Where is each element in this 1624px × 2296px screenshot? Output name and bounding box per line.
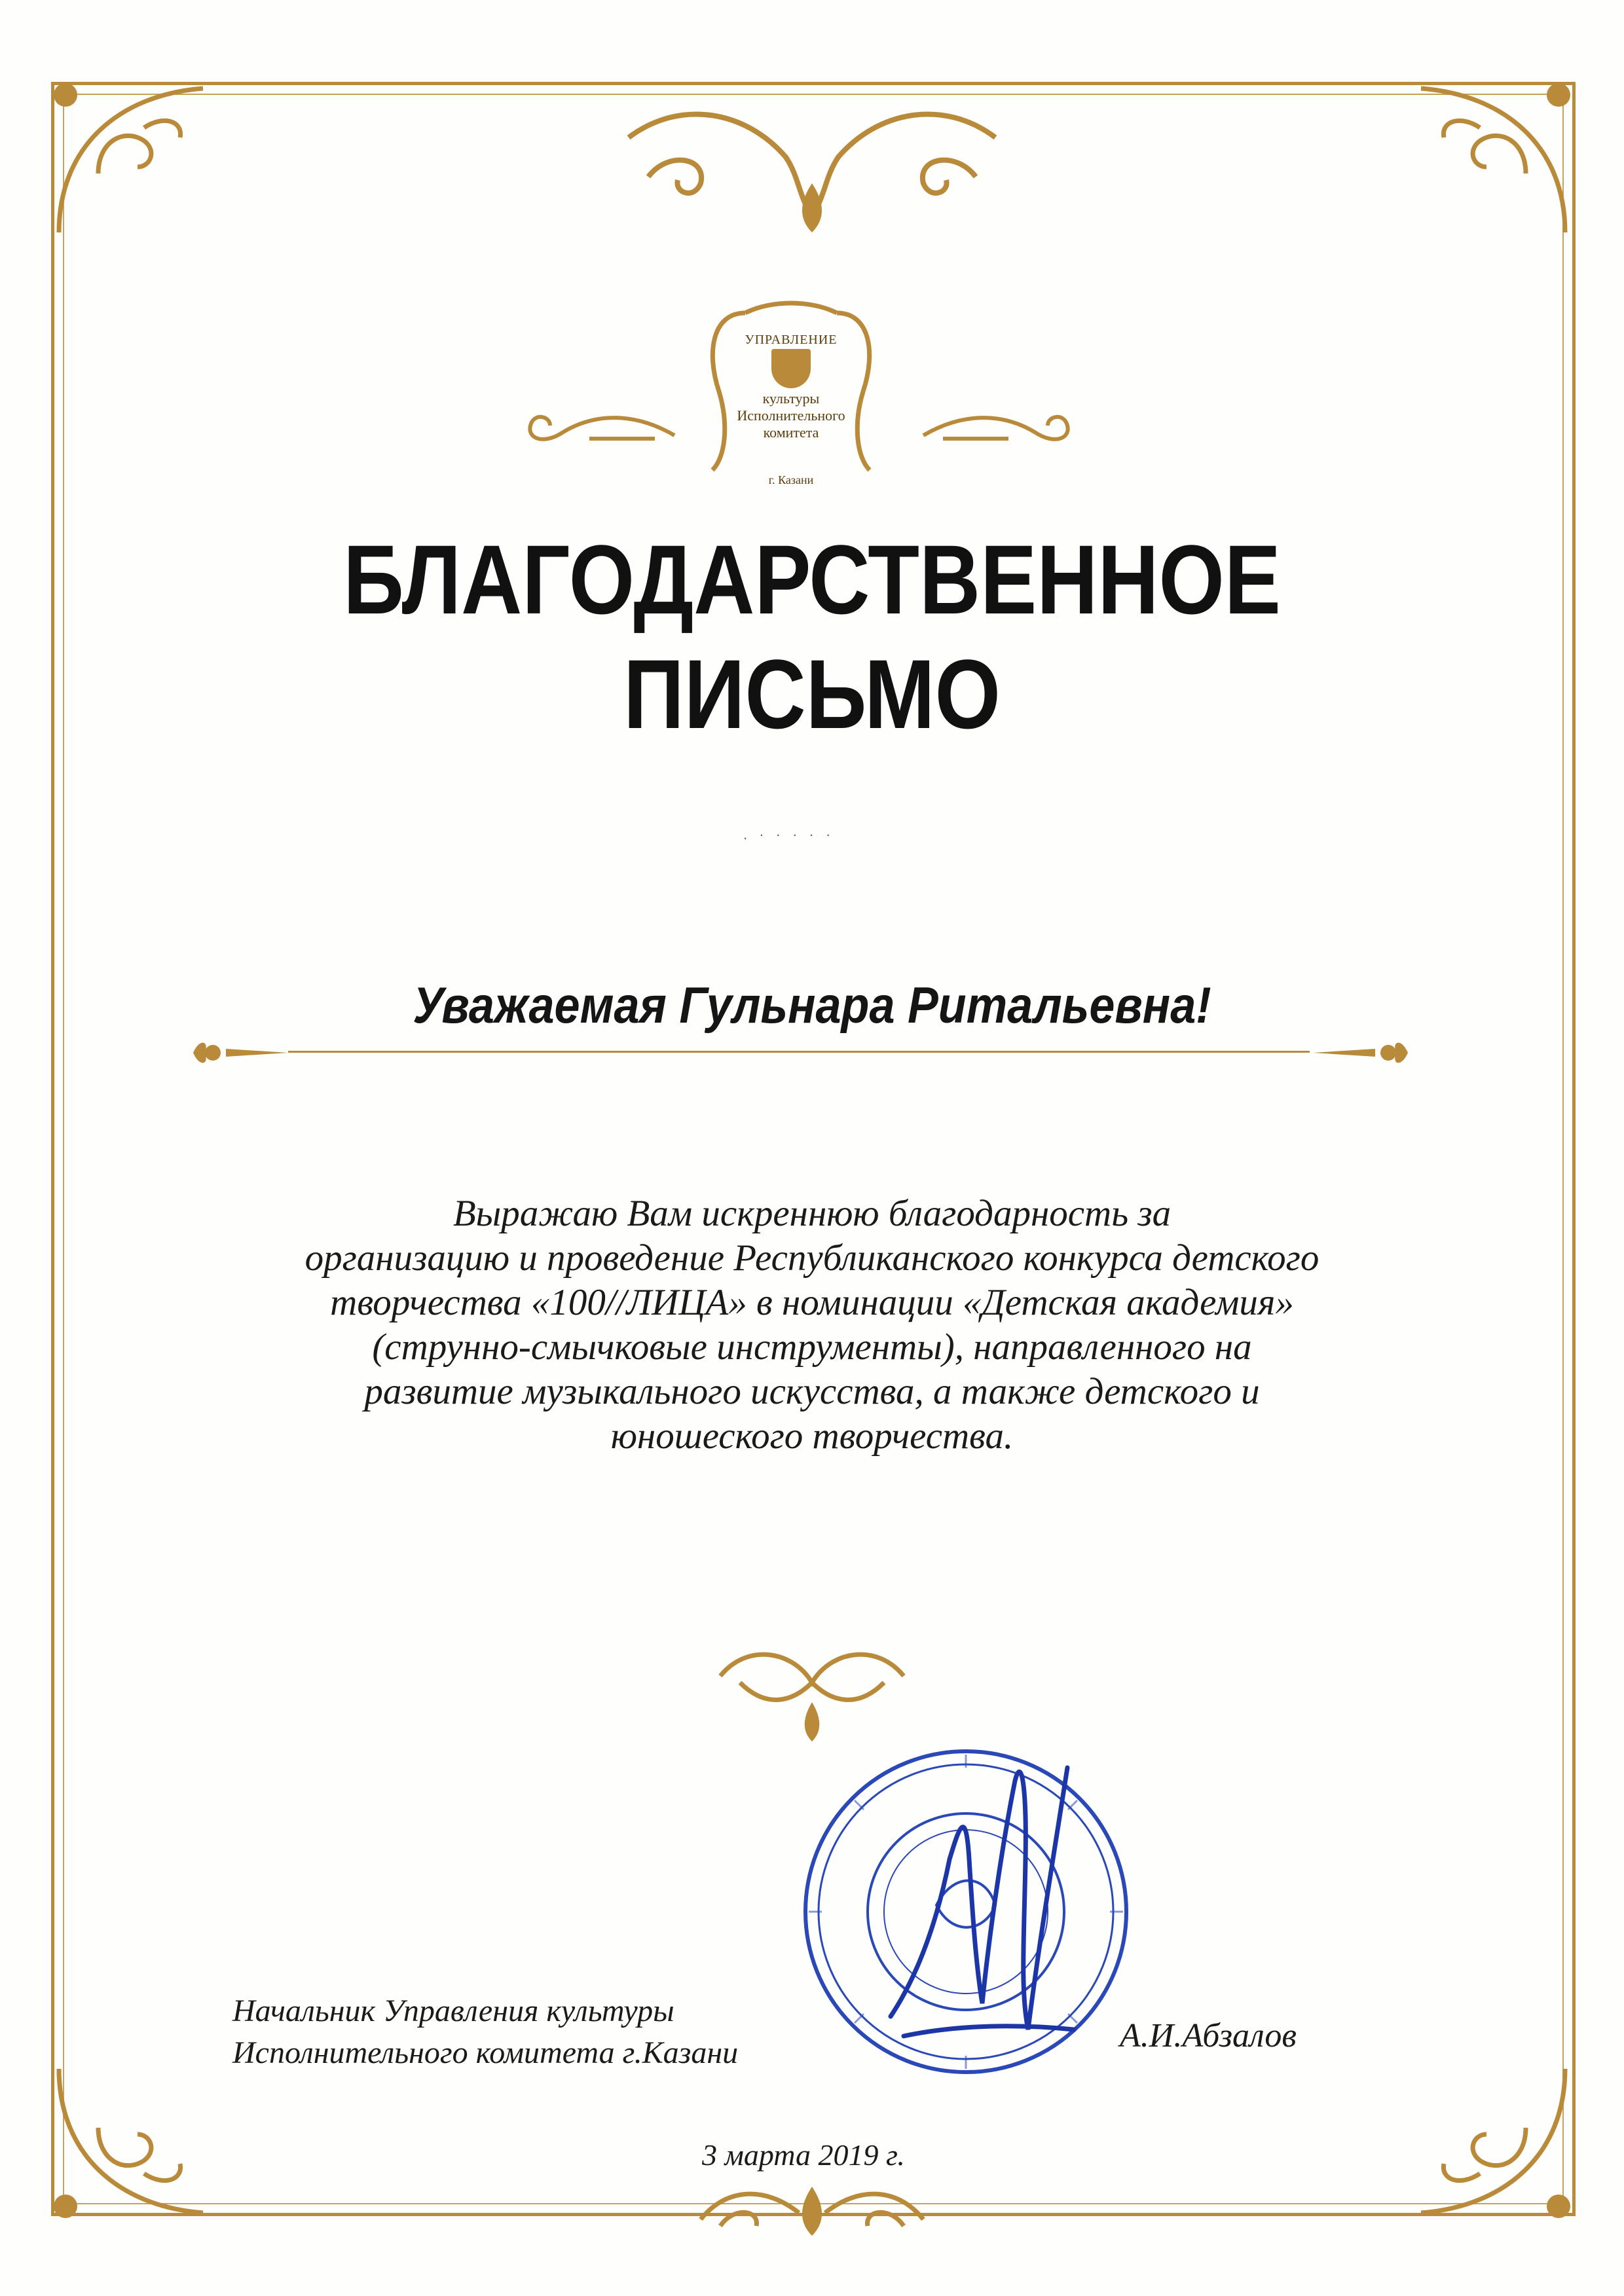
salutation-flourish-left (187, 1034, 291, 1074)
body-line: (струнно-смычковые инструменты), направленного на (372, 1326, 1252, 1368)
body-line: юношеского творчества. (610, 1415, 1014, 1457)
salutation-flourish-right (1310, 1034, 1414, 1074)
body-line: Выражаю Вам искреннюю благодарность за (452, 1193, 1172, 1234)
corner-ornament-top-right (1388, 69, 1585, 265)
signer-position-line: Начальник Управления культуры (232, 1994, 674, 2028)
handwritten-signature (877, 1728, 1087, 2095)
body-line: творчества «100//ЛИЦА» в номинации «Детская академия» (330, 1282, 1294, 1323)
document-title-line-1: БЛАГОДАРСТВЕННОЕ (343, 524, 1281, 634)
logo-line: культуры (762, 390, 820, 407)
faint-dots-decoration: . · · · · · (743, 826, 835, 843)
signer-position (232, 1990, 738, 2074)
top-flourish-ornament (602, 85, 1022, 236)
body-line: развитие музыкального искусства, а также детского и (364, 1371, 1260, 1412)
logo-flourish-left (511, 399, 681, 458)
logo-middle-text (699, 390, 883, 441)
document-title-line-2: ПИСЬМО (623, 639, 1001, 749)
logo-top-text: УПРАВЛЕНИЕ (745, 333, 838, 347)
logo-flourish-right (917, 399, 1087, 458)
document-date: 3 марта 2019 г. (702, 2138, 905, 2172)
corner-ornament-bottom-right (1388, 2036, 1585, 2232)
signer-position-line: Исполнительного комитета г.Казани (232, 2035, 739, 2070)
body-line: организацию и проведение Республиканского конкурса детского (304, 1237, 1320, 1279)
letter-body (170, 1192, 1454, 1459)
bottom-flourish-ornament (688, 2160, 936, 2246)
logo-line: Исполнительного (737, 407, 845, 424)
signer-name: А.И.Абзалов (1120, 2017, 1297, 2054)
corner-ornament-bottom-left (39, 2036, 236, 2232)
salutation: Уважаемая Гульнара Ритальевна! (413, 976, 1211, 1034)
coat-of-arms-icon (771, 349, 811, 388)
logo-bottom-text: г. Казани (768, 473, 814, 486)
logo-line: комитета (763, 424, 819, 441)
culture-department-logo (699, 293, 883, 490)
salutation-underline (288, 1051, 1310, 1053)
corner-ornament-top-left (39, 69, 236, 265)
